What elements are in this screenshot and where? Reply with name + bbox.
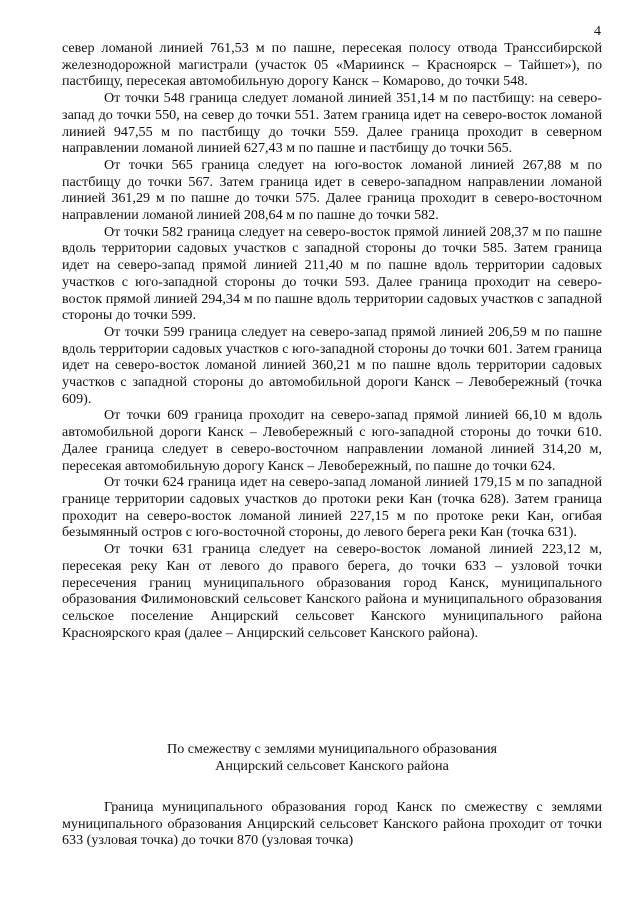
- paragraph-continuation: север ломаной линией 761,53 м по пашне, пересекая полосу отвода Транссибирской железнодорожной магистрали (участок 05 «Мариинск – Красноярск – Тайшет»), по пастбищу, пересекая автомобильную дорогу Канск – Комарово, до точки 548.: [62, 40, 602, 90]
- page-number: 4: [594, 24, 601, 39]
- paragraph: Граница муниципального образования город Канск по смежеству с землями муниципального образования Анцирский сельсовет Канского района проходит от точки 633 (узловая точка) до точки 870 (узловая точка): [62, 799, 602, 849]
- paragraph: От точки 599 граница следует на северо-запад прямой линией 206,59 м по пашне вдоль территории садовых участков с юго-западной стороны до точки 601. Затем граница идет на северо-восток ломаной линией 360,21 м по пашне вдоль территории садовых участков с западной стороны до автомобильной дороги Канск – Левобережный (точка 609).: [62, 323, 602, 407]
- paragraph: От точки 624 граница идет на северо-запад ломаной линией 179,15 м по западной границе территории садовых участков до протоки реки Кан (точка 628). Затем граница проходит на северо-восток ломаной линией 227,15 м по протоке реки Кан, огибая безымянный остров с юго-восточной стороны, до левого берега реки Кан (точка 631).: [62, 474, 602, 541]
- paragraph: От точки 609 граница проходит на северо-запад прямой линией 66,10 м вдоль автомобильной дороги Канск – Левобережный с юго-западной стороны до точки 610. Далее граница следует в северо-восточном направлении ломаной линией 314,20 м, пересекая автомобильную дорогу Канск – Левобережный, по пашне до точки 624.: [62, 407, 602, 474]
- paragraph: От точки 582 граница следует на северо-восток прямой линией 208,37 м по пашне вдоль территории садовых участков с западной стороны до точки 585. Затем граница идет на северо-запад прямой линией 211,40 м по пашне вдоль территории садовых участков с юго-западной стороны до точки 593. Далее граница проходит на северо-восток прямой линией 294,34 м по пашне вдоль территории садовых участков с западной стороны до точки 599.: [62, 223, 602, 324]
- paragraph: От точки 548 граница следует ломаной линией 351,14 м по пастбищу: на северо-запад до точки 550, на север до точки 551. Затем граница идет на северо-восток ломаной линией 947,55 м по пастбищу до точки 559. Далее граница проходит в северном направлении ломаной линией 627,43 м по пашне и пастбищу до точки 565.: [62, 90, 602, 157]
- paragraph: От точки 565 граница следует на юго-восток ломаной линией 267,88 м по пастбищу до точки 567. Затем граница идет в северо-западном направлении ломаной линией 361,29 м по пашне до точки 575. Далее граница проходит в северо-восточном направлении ломаной линией 208,64 м по пашне до точки 582.: [62, 156, 602, 224]
- body-text: [62, 40, 602, 641]
- section-heading: [62, 741, 602, 774]
- section-heading-line-2: Анцирский сельсовет Канского района: [215, 757, 449, 774]
- final-text: [62, 799, 602, 849]
- paragraph: От точки 631 граница следует на северо-восток ломаной линией 223,12 м, пересекая реку Кан от левого до правого берега, до точки 633 – узловой точки пересечения границ муниципального образования город Канск, муниципального образования Филимоновский сельсовет Канского района и муниципального образования сельское поселение Анцирский сельсовет Канского муниципального района Красноярского края (далее – Анцирский сельсовет Канского района).: [62, 541, 602, 641]
- section-heading-line-1: По смежеству с землями муниципального образования: [167, 741, 497, 757]
